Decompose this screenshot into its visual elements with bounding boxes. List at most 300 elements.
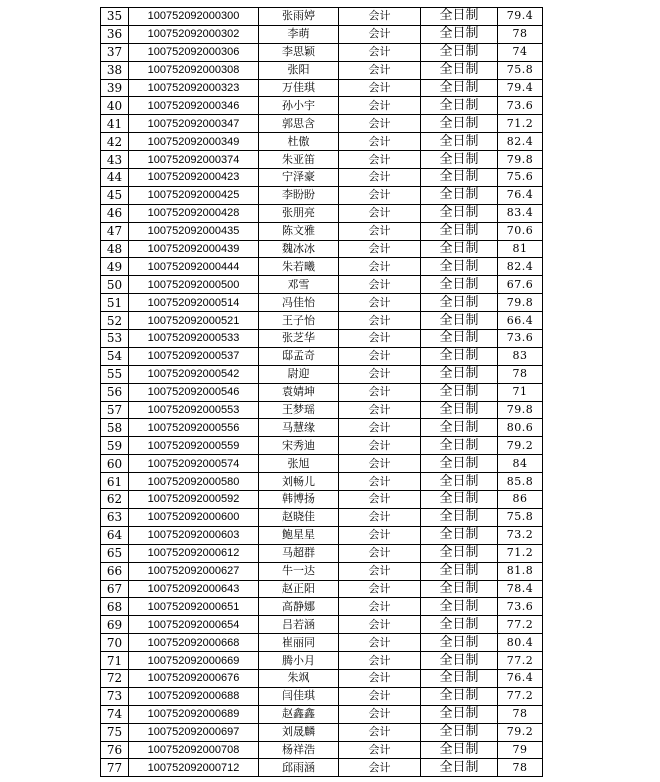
study-mode-cell: 全日制 [421, 508, 498, 526]
candidate-id-cell: 100752092000306 [129, 43, 259, 61]
study-mode-cell: 全日制 [421, 240, 498, 258]
candidate-name-cell: 刘晟麟 [259, 723, 339, 741]
candidate-id-cell: 100752092000556 [129, 419, 259, 437]
candidate-id-cell: 100752092000676 [129, 669, 259, 687]
study-mode-cell: 全日制 [421, 759, 498, 777]
study-mode-cell: 全日制 [421, 634, 498, 652]
table-row [101, 455, 543, 473]
major-cell: 会计 [339, 383, 421, 401]
score-cell: 76.4 [498, 669, 543, 687]
candidate-name-cell: 宋秀迪 [259, 437, 339, 455]
candidate-id-cell: 100752092000627 [129, 562, 259, 580]
candidate-name-cell: 邱雨涵 [259, 759, 339, 777]
row-number-cell: 69 [101, 616, 129, 634]
candidate-name-cell: 李萌 [259, 25, 339, 43]
candidate-id-cell: 100752092000542 [129, 365, 259, 383]
candidate-id-cell: 100752092000712 [129, 759, 259, 777]
table-row [101, 473, 543, 491]
candidate-id-cell: 100752092000374 [129, 151, 259, 169]
table-row [101, 276, 543, 294]
row-number-cell: 72 [101, 669, 129, 687]
score-cell: 78 [498, 759, 543, 777]
major-cell: 会计 [339, 365, 421, 383]
study-mode-cell: 全日制 [421, 723, 498, 741]
major-cell: 会计 [339, 133, 421, 151]
major-cell: 会计 [339, 312, 421, 330]
table-row [101, 401, 543, 419]
major-cell: 会计 [339, 723, 421, 741]
score-cell: 78 [498, 705, 543, 723]
row-number-cell: 70 [101, 634, 129, 652]
major-cell: 会计 [339, 741, 421, 759]
candidate-id-cell: 100752092000668 [129, 634, 259, 652]
study-mode-cell: 全日制 [421, 186, 498, 204]
score-cell: 77.2 [498, 652, 543, 670]
score-cell: 81 [498, 240, 543, 258]
score-cell: 75.6 [498, 169, 543, 187]
candidate-id-cell: 100752092000603 [129, 526, 259, 544]
row-number-cell: 58 [101, 419, 129, 437]
score-cell: 74 [498, 43, 543, 61]
study-mode-cell: 全日制 [421, 455, 498, 473]
score-cell: 78 [498, 365, 543, 383]
candidate-name-cell: 邸孟奇 [259, 347, 339, 365]
candidate-name-cell: 孙小宇 [259, 97, 339, 115]
table-row [101, 294, 543, 312]
study-mode-cell: 全日制 [421, 222, 498, 240]
candidate-name-cell: 张朋亮 [259, 204, 339, 222]
study-mode-cell: 全日制 [421, 312, 498, 330]
candidate-id-cell: 100752092000654 [129, 616, 259, 634]
candidate-name-cell: 腾小月 [259, 652, 339, 670]
major-cell: 会计 [339, 276, 421, 294]
candidate-id-cell: 100752092000423 [129, 169, 259, 187]
candidate-id-cell: 100752092000592 [129, 491, 259, 509]
table-row [101, 669, 543, 687]
candidate-id-cell: 100752092000521 [129, 312, 259, 330]
major-cell: 会计 [339, 401, 421, 419]
candidate-name-cell: 王子怡 [259, 312, 339, 330]
major-cell: 会计 [339, 419, 421, 437]
candidate-name-cell: 宁泽豪 [259, 169, 339, 187]
study-mode-cell: 全日制 [421, 598, 498, 616]
candidate-name-cell: 朱亚笛 [259, 151, 339, 169]
study-mode-cell: 全日制 [421, 383, 498, 401]
score-cell: 71 [498, 383, 543, 401]
candidate-name-cell: 杜傲 [259, 133, 339, 151]
study-mode-cell: 全日制 [421, 491, 498, 509]
table-row [101, 580, 543, 598]
score-cell: 85.8 [498, 473, 543, 491]
table-row [101, 437, 543, 455]
table-row [101, 526, 543, 544]
candidate-id-cell: 100752092000300 [129, 8, 259, 26]
row-number-cell: 73 [101, 687, 129, 705]
table-row [101, 151, 543, 169]
row-number-cell: 71 [101, 652, 129, 670]
table-row [101, 652, 543, 670]
major-cell: 会计 [339, 634, 421, 652]
row-number-cell: 63 [101, 508, 129, 526]
row-number-cell: 53 [101, 330, 129, 348]
major-cell: 会计 [339, 669, 421, 687]
candidate-name-cell: 冯佳怡 [259, 294, 339, 312]
study-mode-cell: 全日制 [421, 437, 498, 455]
candidate-name-cell: 尉迎 [259, 365, 339, 383]
major-cell: 会计 [339, 598, 421, 616]
major-cell: 会计 [339, 61, 421, 79]
candidate-id-cell: 100752092000669 [129, 652, 259, 670]
row-number-cell: 59 [101, 437, 129, 455]
study-mode-cell: 全日制 [421, 401, 498, 419]
candidate-name-cell: 张旭 [259, 455, 339, 473]
row-number-cell: 41 [101, 115, 129, 133]
study-mode-cell: 全日制 [421, 276, 498, 294]
row-number-cell: 48 [101, 240, 129, 258]
candidate-name-cell: 赵鑫鑫 [259, 705, 339, 723]
row-number-cell: 65 [101, 544, 129, 562]
major-cell: 会计 [339, 544, 421, 562]
table-row [101, 169, 543, 187]
major-cell: 会计 [339, 169, 421, 187]
row-number-cell: 40 [101, 97, 129, 115]
score-cell: 82.4 [498, 133, 543, 151]
study-mode-cell: 全日制 [421, 25, 498, 43]
score-cell: 73.6 [498, 97, 543, 115]
candidate-name-cell: 魏冰冰 [259, 240, 339, 258]
score-cell: 77.2 [498, 687, 543, 705]
row-number-cell: 62 [101, 491, 129, 509]
candidate-name-cell: 邓雪 [259, 276, 339, 294]
candidate-name-cell: 吕若涵 [259, 616, 339, 634]
table-row [101, 562, 543, 580]
score-cell: 83 [498, 347, 543, 365]
major-cell: 会计 [339, 705, 421, 723]
major-cell: 会计 [339, 186, 421, 204]
table-row [101, 133, 543, 151]
table-row [101, 186, 543, 204]
candidate-id-cell: 100752092000500 [129, 276, 259, 294]
score-cell: 79 [498, 741, 543, 759]
row-number-cell: 36 [101, 25, 129, 43]
row-number-cell: 37 [101, 43, 129, 61]
row-number-cell: 47 [101, 222, 129, 240]
candidate-id-cell: 100752092000347 [129, 115, 259, 133]
row-number-cell: 43 [101, 151, 129, 169]
major-cell: 会计 [339, 508, 421, 526]
table-row [101, 723, 543, 741]
candidate-name-cell: 鲍星星 [259, 526, 339, 544]
row-number-cell: 42 [101, 133, 129, 151]
study-mode-cell: 全日制 [421, 347, 498, 365]
row-number-cell: 75 [101, 723, 129, 741]
row-number-cell: 56 [101, 383, 129, 401]
candidate-name-cell: 张雨婷 [259, 8, 339, 26]
major-cell: 会计 [339, 240, 421, 258]
candidate-id-cell: 100752092000553 [129, 401, 259, 419]
candidate-name-cell: 韩博扬 [259, 491, 339, 509]
row-number-cell: 45 [101, 186, 129, 204]
study-mode-cell: 全日制 [421, 61, 498, 79]
table-row [101, 240, 543, 258]
study-mode-cell: 全日制 [421, 616, 498, 634]
major-cell: 会计 [339, 204, 421, 222]
row-number-cell: 57 [101, 401, 129, 419]
score-cell: 75.8 [498, 508, 543, 526]
candidate-id-cell: 100752092000349 [129, 133, 259, 151]
score-cell: 82.4 [498, 258, 543, 276]
study-mode-cell: 全日制 [421, 544, 498, 562]
candidate-name-cell: 崔丽同 [259, 634, 339, 652]
score-cell: 77.2 [498, 616, 543, 634]
table-row [101, 705, 543, 723]
candidate-id-cell: 100752092000425 [129, 186, 259, 204]
row-number-cell: 77 [101, 759, 129, 777]
row-number-cell: 51 [101, 294, 129, 312]
candidate-name-cell: 朱若曦 [259, 258, 339, 276]
major-cell: 会计 [339, 79, 421, 97]
table-row [101, 258, 543, 276]
study-mode-cell: 全日制 [421, 151, 498, 169]
row-number-cell: 38 [101, 61, 129, 79]
candidate-name-cell: 王梦瑶 [259, 401, 339, 419]
score-cell: 83.4 [498, 204, 543, 222]
candidate-name-cell: 高静娜 [259, 598, 339, 616]
table-row [101, 419, 543, 437]
candidate-id-cell: 100752092000302 [129, 25, 259, 43]
major-cell: 会计 [339, 25, 421, 43]
table-row [101, 115, 543, 133]
score-cell: 81.8 [498, 562, 543, 580]
study-mode-cell: 全日制 [421, 8, 498, 26]
major-cell: 会计 [339, 491, 421, 509]
study-mode-cell: 全日制 [421, 97, 498, 115]
row-number-cell: 76 [101, 741, 129, 759]
table-row [101, 741, 543, 759]
row-number-cell: 61 [101, 473, 129, 491]
candidate-name-cell: 郭思含 [259, 115, 339, 133]
score-cell: 73.2 [498, 526, 543, 544]
candidate-name-cell: 朱飒 [259, 669, 339, 687]
score-cell: 73.6 [498, 598, 543, 616]
candidate-id-cell: 100752092000651 [129, 598, 259, 616]
row-number-cell: 39 [101, 79, 129, 97]
score-cell: 80.6 [498, 419, 543, 437]
study-mode-cell: 全日制 [421, 330, 498, 348]
candidate-name-cell: 李盼盼 [259, 186, 339, 204]
candidate-id-cell: 100752092000600 [129, 508, 259, 526]
table-row [101, 79, 543, 97]
table-row [101, 616, 543, 634]
table-row [101, 687, 543, 705]
major-cell: 会计 [339, 294, 421, 312]
score-cell: 79.8 [498, 294, 543, 312]
major-cell: 会计 [339, 437, 421, 455]
table-row [101, 491, 543, 509]
candidate-name-cell: 赵正阳 [259, 580, 339, 598]
table-row [101, 508, 543, 526]
major-cell: 会计 [339, 8, 421, 26]
candidate-name-cell: 马超群 [259, 544, 339, 562]
candidate-id-cell: 100752092000514 [129, 294, 259, 312]
major-cell: 会计 [339, 652, 421, 670]
candidate-id-cell: 100752092000708 [129, 741, 259, 759]
major-cell: 会计 [339, 151, 421, 169]
score-cell: 79.4 [498, 79, 543, 97]
score-cell: 66.4 [498, 312, 543, 330]
major-cell: 会计 [339, 687, 421, 705]
table-row [101, 8, 543, 26]
table-row [101, 347, 543, 365]
row-number-cell: 55 [101, 365, 129, 383]
score-cell: 78 [498, 25, 543, 43]
study-mode-cell: 全日制 [421, 580, 498, 598]
table-row [101, 97, 543, 115]
row-number-cell: 67 [101, 580, 129, 598]
table-row [101, 634, 543, 652]
table-row [101, 330, 543, 348]
candidate-name-cell: 马慧缘 [259, 419, 339, 437]
study-mode-cell: 全日制 [421, 562, 498, 580]
table-row [101, 222, 543, 240]
study-mode-cell: 全日制 [421, 687, 498, 705]
study-mode-cell: 全日制 [421, 473, 498, 491]
study-mode-cell: 全日制 [421, 741, 498, 759]
candidate-id-cell: 100752092000537 [129, 347, 259, 365]
row-number-cell: 49 [101, 258, 129, 276]
row-number-cell: 35 [101, 8, 129, 26]
candidate-id-cell: 100752092000688 [129, 687, 259, 705]
score-cell: 79.8 [498, 401, 543, 419]
major-cell: 会计 [339, 43, 421, 61]
candidate-name-cell: 张阳 [259, 61, 339, 79]
score-cell: 79.8 [498, 151, 543, 169]
score-cell: 71.2 [498, 115, 543, 133]
study-mode-cell: 全日制 [421, 43, 498, 61]
row-number-cell: 52 [101, 312, 129, 330]
table-row [101, 544, 543, 562]
candidate-name-cell: 袁婧坤 [259, 383, 339, 401]
study-mode-cell: 全日制 [421, 705, 498, 723]
candidate-name-cell: 牛一达 [259, 562, 339, 580]
candidate-name-cell: 陈文雅 [259, 222, 339, 240]
row-number-cell: 54 [101, 347, 129, 365]
candidate-id-cell: 100752092000574 [129, 455, 259, 473]
study-mode-cell: 全日制 [421, 526, 498, 544]
study-mode-cell: 全日制 [421, 652, 498, 670]
major-cell: 会计 [339, 97, 421, 115]
study-mode-cell: 全日制 [421, 79, 498, 97]
study-mode-cell: 全日制 [421, 204, 498, 222]
score-cell: 73.6 [498, 330, 543, 348]
table-row [101, 598, 543, 616]
score-cell: 79.2 [498, 723, 543, 741]
score-cell: 79.2 [498, 437, 543, 455]
table-row [101, 61, 543, 79]
major-cell: 会计 [339, 526, 421, 544]
row-number-cell: 46 [101, 204, 129, 222]
study-mode-cell: 全日制 [421, 669, 498, 687]
table-row [101, 759, 543, 777]
admission-results-table [100, 7, 543, 777]
candidate-name-cell: 张芝华 [259, 330, 339, 348]
score-cell: 70.6 [498, 222, 543, 240]
score-cell: 67.6 [498, 276, 543, 294]
table-row [101, 25, 543, 43]
candidate-id-cell: 100752092000533 [129, 330, 259, 348]
study-mode-cell: 全日制 [421, 133, 498, 151]
candidate-id-cell: 100752092000323 [129, 79, 259, 97]
candidate-id-cell: 100752092000612 [129, 544, 259, 562]
candidate-name-cell: 杨祥浩 [259, 741, 339, 759]
row-number-cell: 66 [101, 562, 129, 580]
candidate-id-cell: 100752092000428 [129, 204, 259, 222]
candidate-id-cell: 100752092000546 [129, 383, 259, 401]
candidate-id-cell: 100752092000643 [129, 580, 259, 598]
row-number-cell: 60 [101, 455, 129, 473]
study-mode-cell: 全日制 [421, 115, 498, 133]
major-cell: 会计 [339, 759, 421, 777]
table-row [101, 43, 543, 61]
candidate-name-cell: 万佳琪 [259, 79, 339, 97]
candidate-id-cell: 100752092000580 [129, 473, 259, 491]
candidate-id-cell: 100752092000439 [129, 240, 259, 258]
candidate-id-cell: 100752092000559 [129, 437, 259, 455]
score-cell: 86 [498, 491, 543, 509]
row-number-cell: 68 [101, 598, 129, 616]
candidate-name-cell: 赵晓佳 [259, 508, 339, 526]
major-cell: 会计 [339, 473, 421, 491]
row-number-cell: 74 [101, 705, 129, 723]
candidate-name-cell: 李思颖 [259, 43, 339, 61]
major-cell: 会计 [339, 222, 421, 240]
major-cell: 会计 [339, 115, 421, 133]
table-row [101, 383, 543, 401]
candidate-id-cell: 100752092000689 [129, 705, 259, 723]
major-cell: 会计 [339, 616, 421, 634]
major-cell: 会计 [339, 562, 421, 580]
candidate-id-cell: 100752092000444 [129, 258, 259, 276]
candidate-name-cell: 闫佳琪 [259, 687, 339, 705]
candidate-id-cell: 100752092000435 [129, 222, 259, 240]
study-mode-cell: 全日制 [421, 169, 498, 187]
score-cell: 84 [498, 455, 543, 473]
candidate-id-cell: 100752092000346 [129, 97, 259, 115]
candidate-id-cell: 100752092000308 [129, 61, 259, 79]
score-cell: 78.4 [498, 580, 543, 598]
row-number-cell: 50 [101, 276, 129, 294]
major-cell: 会计 [339, 258, 421, 276]
score-cell: 80.4 [498, 634, 543, 652]
table-row [101, 204, 543, 222]
study-mode-cell: 全日制 [421, 419, 498, 437]
table-body [101, 8, 543, 777]
score-cell: 76.4 [498, 186, 543, 204]
row-number-cell: 64 [101, 526, 129, 544]
table-row [101, 312, 543, 330]
score-cell: 71.2 [498, 544, 543, 562]
candidate-id-cell: 100752092000697 [129, 723, 259, 741]
table-row [101, 365, 543, 383]
candidate-name-cell: 刘畅儿 [259, 473, 339, 491]
major-cell: 会计 [339, 580, 421, 598]
major-cell: 会计 [339, 347, 421, 365]
row-number-cell: 44 [101, 169, 129, 187]
study-mode-cell: 全日制 [421, 365, 498, 383]
major-cell: 会计 [339, 455, 421, 473]
major-cell: 会计 [339, 330, 421, 348]
score-cell: 75.8 [498, 61, 543, 79]
